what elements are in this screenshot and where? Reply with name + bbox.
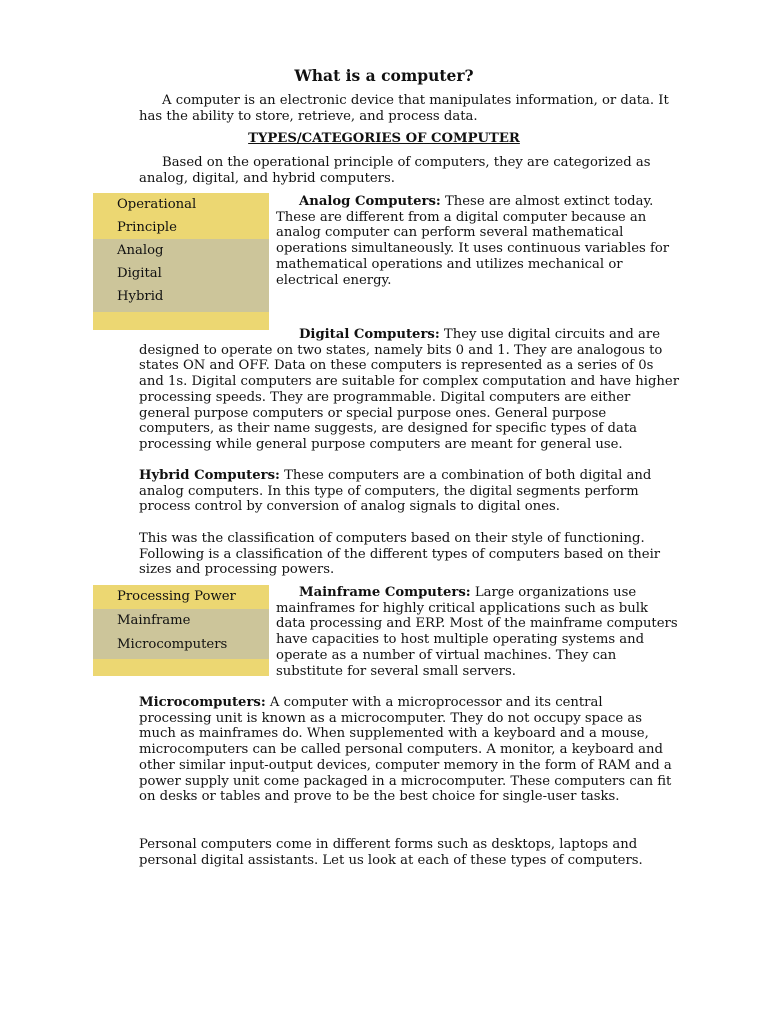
page-title: What is a computer? <box>294 66 474 85</box>
microcomputers-paragraph <box>139 695 679 805</box>
intro-paragraph: A computer is an electronic device that manipulates information, or data. It has the ability to store, retrieve, and process data. <box>139 93 669 124</box>
digital-label: Digital Computers: <box>299 327 440 342</box>
table-row-hybrid: Hybrid <box>93 285 269 312</box>
digital-paragraph <box>139 327 679 453</box>
classification-paragraph: This was the classification of computers based on their style of functioning. Following is a classification of the different types of computers based on their sizes and processing powers. <box>139 531 661 578</box>
table-header-processing-power: Processing Power <box>93 585 269 609</box>
mainframe-paragraph <box>276 585 680 679</box>
micro-label: Microcomputers: <box>139 695 266 710</box>
table-footer-band <box>93 659 269 676</box>
mainframe-label: Mainframe Computers: <box>299 585 471 600</box>
table-row-analog: Analog <box>93 239 269 262</box>
micro-text: A computer with a microprocessor and its central processing unit is known as a microcomputer. They do not occupy space as much as mainframes do. When supplemented with a keyboard and a mouse, microcomputers can be called personal computers. A monitor, a keyboard and other similar input-output devices, computer memory in the form of RAM and a power supply unit come packaged in a microcomputer. These computers can fit on desks or tables and prove to be the best choice for single-user tasks. <box>139 695 672 805</box>
hybrid-paragraph <box>139 468 679 515</box>
hybrid-text: These computers are a combination of both digital and analog computers. In this type of computers, the digital segments perform process control by conversion of analog signals to digital ones. <box>139 468 652 515</box>
types-heading: TYPES/CATEGORIES OF COMPUTER <box>248 131 520 146</box>
personal-computers-paragraph: Personal computers come in different forms such as desktops, laptops and personal digital assistants. Let us look at each of these types of computers. <box>139 837 643 868</box>
table-header-operational: Operational <box>93 193 269 216</box>
analog-text: These are almost extinct today. These are different from a digital computer because an analog computer can perform several mathematical operations simultaneously. It uses continuous variables for mathematical operations and utilizes mechanical or electrical energy. <box>276 194 670 288</box>
table-row-mainframe: Mainframe <box>93 609 269 633</box>
operational-intro-paragraph: Based on the operational principle of computers, they are categorized as analog, digital, and hybrid computers. <box>139 155 651 186</box>
analog-paragraph <box>276 194 680 288</box>
digital-text: They use digital circuits and are designed to operate on two states, namely bits 0 and 1. They are analogous to states ON and OFF. Data on these computers is represented as a series of 0s and 1s. Digital computers are suitable for complex computation and have higher processing speeds. They are programmable. Digital computers are either general purpose computers or special purpose ones. General purpose computers, as their name suggests, are designed for specific types of data processing while general purpose computers are meant for general use. <box>139 327 679 452</box>
mainframe-text: Large organizations use mainframes for highly critical applications such as bulk data processing and ERP. Most of the mainframe computers have capacities to host multiple operating systems and operate as a number of virtual machines. They can substitute for several small servers. <box>276 585 678 679</box>
table-row-digital: Digital <box>93 262 269 285</box>
table-header-principle: Principle <box>93 216 269 239</box>
table-row-microcomputers: Microcomputers <box>93 633 269 659</box>
analog-label: Analog Computers: <box>299 194 441 209</box>
hybrid-label: Hybrid Computers: <box>139 468 280 483</box>
